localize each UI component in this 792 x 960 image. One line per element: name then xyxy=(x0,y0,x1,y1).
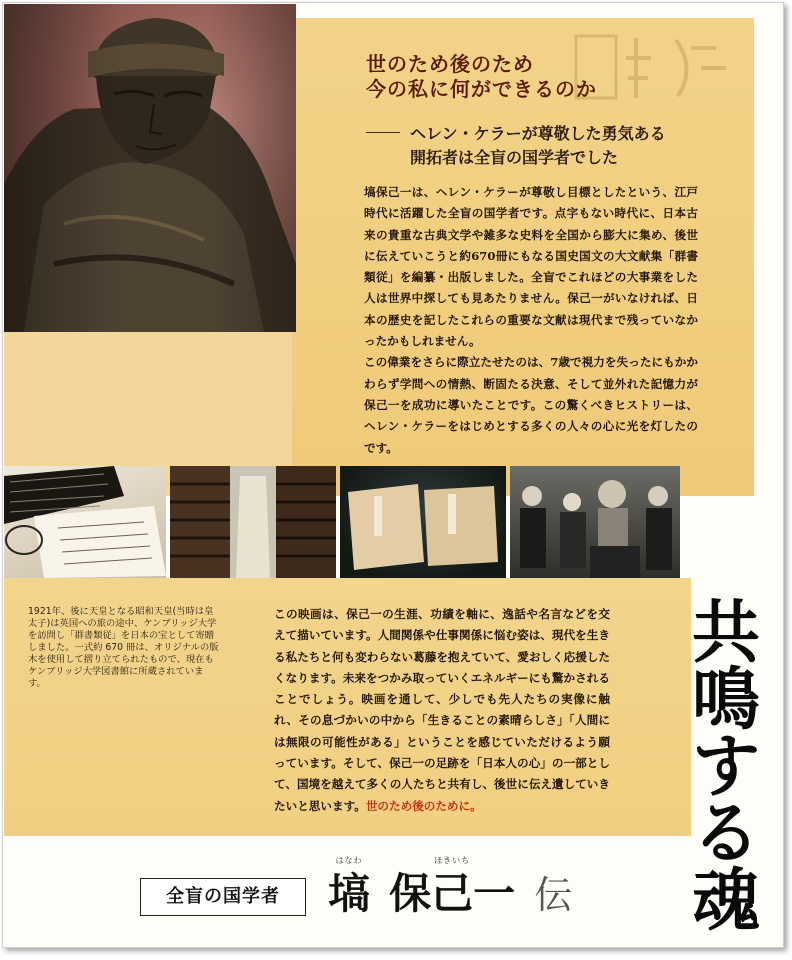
given-name-text: 保己一 xyxy=(389,869,516,918)
intro-paragraph-1: 塙保己一は、ヘレン・ケラーが尊敬し目標としたという、江戸時代に活躍した全盲の国学者です。点字もない時代に、日本古来の貴重な古典文学や雑多な史料を全国から膨大に集め、後世に伝えていこうと約670冊にもなる国史国文の大文献集「群書類従」を編纂・出版しました。全盲でこれほどの大事業をした人は世界中探しても見あたりません。保己一がいなければ、日本の歴史を記したこれらの重要な文献は現代まで残っていなかったかもしれません。 xyxy=(364,185,698,349)
subheadline-line-2: 開拓者は全盲の国学者でした xyxy=(410,148,619,167)
headline-line-2: 今の私に何ができるのか xyxy=(366,77,597,101)
books-photo xyxy=(340,466,506,578)
photo-caption: 1921年、後に天皇となる昭和天皇(当時は皇太子)は英国への旅の途中、ケンブリッジ大学を訪問し「群書類従」を日本の宝として寄贈しました。一式約 670 冊は、オリジナルの版木を使用して摺り立てられたもので、現在もケンブリッジ大学図書館に所蔵されています。 xyxy=(28,606,219,689)
statue-vignette xyxy=(4,4,296,332)
vertical-title-char: 共 xyxy=(691,593,760,673)
vertical-title-char: す xyxy=(691,727,760,807)
historic-visit-photo xyxy=(510,466,680,578)
given-name xyxy=(389,856,516,922)
intro-paragraph-2: この偉業をさらに際立たせたのは、7歳で視力を失ったにもかかわらず学問への情熱、断固たる決意、そして並外れた記憶力が保己一を成功に導いたことです。この驚くべきヒストリーは、ヘレン・ケラーをはじめとする多くの人々の心に光を灯したのです。 xyxy=(364,355,698,455)
intro-article xyxy=(364,182,698,459)
em-dash-rule xyxy=(366,132,400,133)
given-name-ruby: ほきいち xyxy=(434,856,471,865)
vertical-title-char: 鳴 xyxy=(691,660,760,740)
books-illustration xyxy=(340,466,506,578)
family-name-ruby: はなわ xyxy=(335,856,363,865)
title-suffix: 伝 xyxy=(534,873,573,917)
headline-line-1: 世のため後のため xyxy=(366,52,534,76)
vertical-title-char: 魂 xyxy=(691,861,760,941)
highlight-phrase: 世のため後のために。 xyxy=(365,798,482,813)
film-article xyxy=(274,604,610,817)
manuscript-photo xyxy=(4,466,166,578)
historic-visit-illustration xyxy=(510,466,680,578)
manuscript-illustration xyxy=(4,466,166,578)
vertical-title-char: る xyxy=(691,794,760,874)
statue-photo xyxy=(4,4,296,332)
subheadline xyxy=(366,122,666,170)
family-name-text: 塙 xyxy=(328,869,371,918)
film-paragraph: この映画は、保己一の生涯、功績を軸に、逸話や名言などを交えて描いています。人間関係や仕事関係に悩む姿は、現代を生きる私たちと何も変わらない葛藤を抱えていて、愛おしく応援したくなります。未来をつかみ取っていくエネルギーにも驚かされることでしょう。映画を通して、少しでも先人たちの実像に触れ、その息づかいの中から「生きることの素晴らしさ」「人間には無限の可能性がある」ということを感じていただけるよう願っています。そして、保己一の足跡を「日本人の心」の一部として、国境を越えて多くの人たちと共有し、後世に伝え遺していきたいと思います。 xyxy=(274,607,610,813)
family-name xyxy=(328,856,371,922)
headline xyxy=(366,52,597,102)
subheadline-line-1: ヘレン・ケラーが尊敬した勇気ある xyxy=(410,124,666,143)
genre-label: 全盲の国学者 xyxy=(140,878,306,916)
library-photo xyxy=(170,466,336,578)
film-title xyxy=(328,856,586,932)
vertical-title xyxy=(686,593,766,941)
library-illustration xyxy=(170,466,336,578)
